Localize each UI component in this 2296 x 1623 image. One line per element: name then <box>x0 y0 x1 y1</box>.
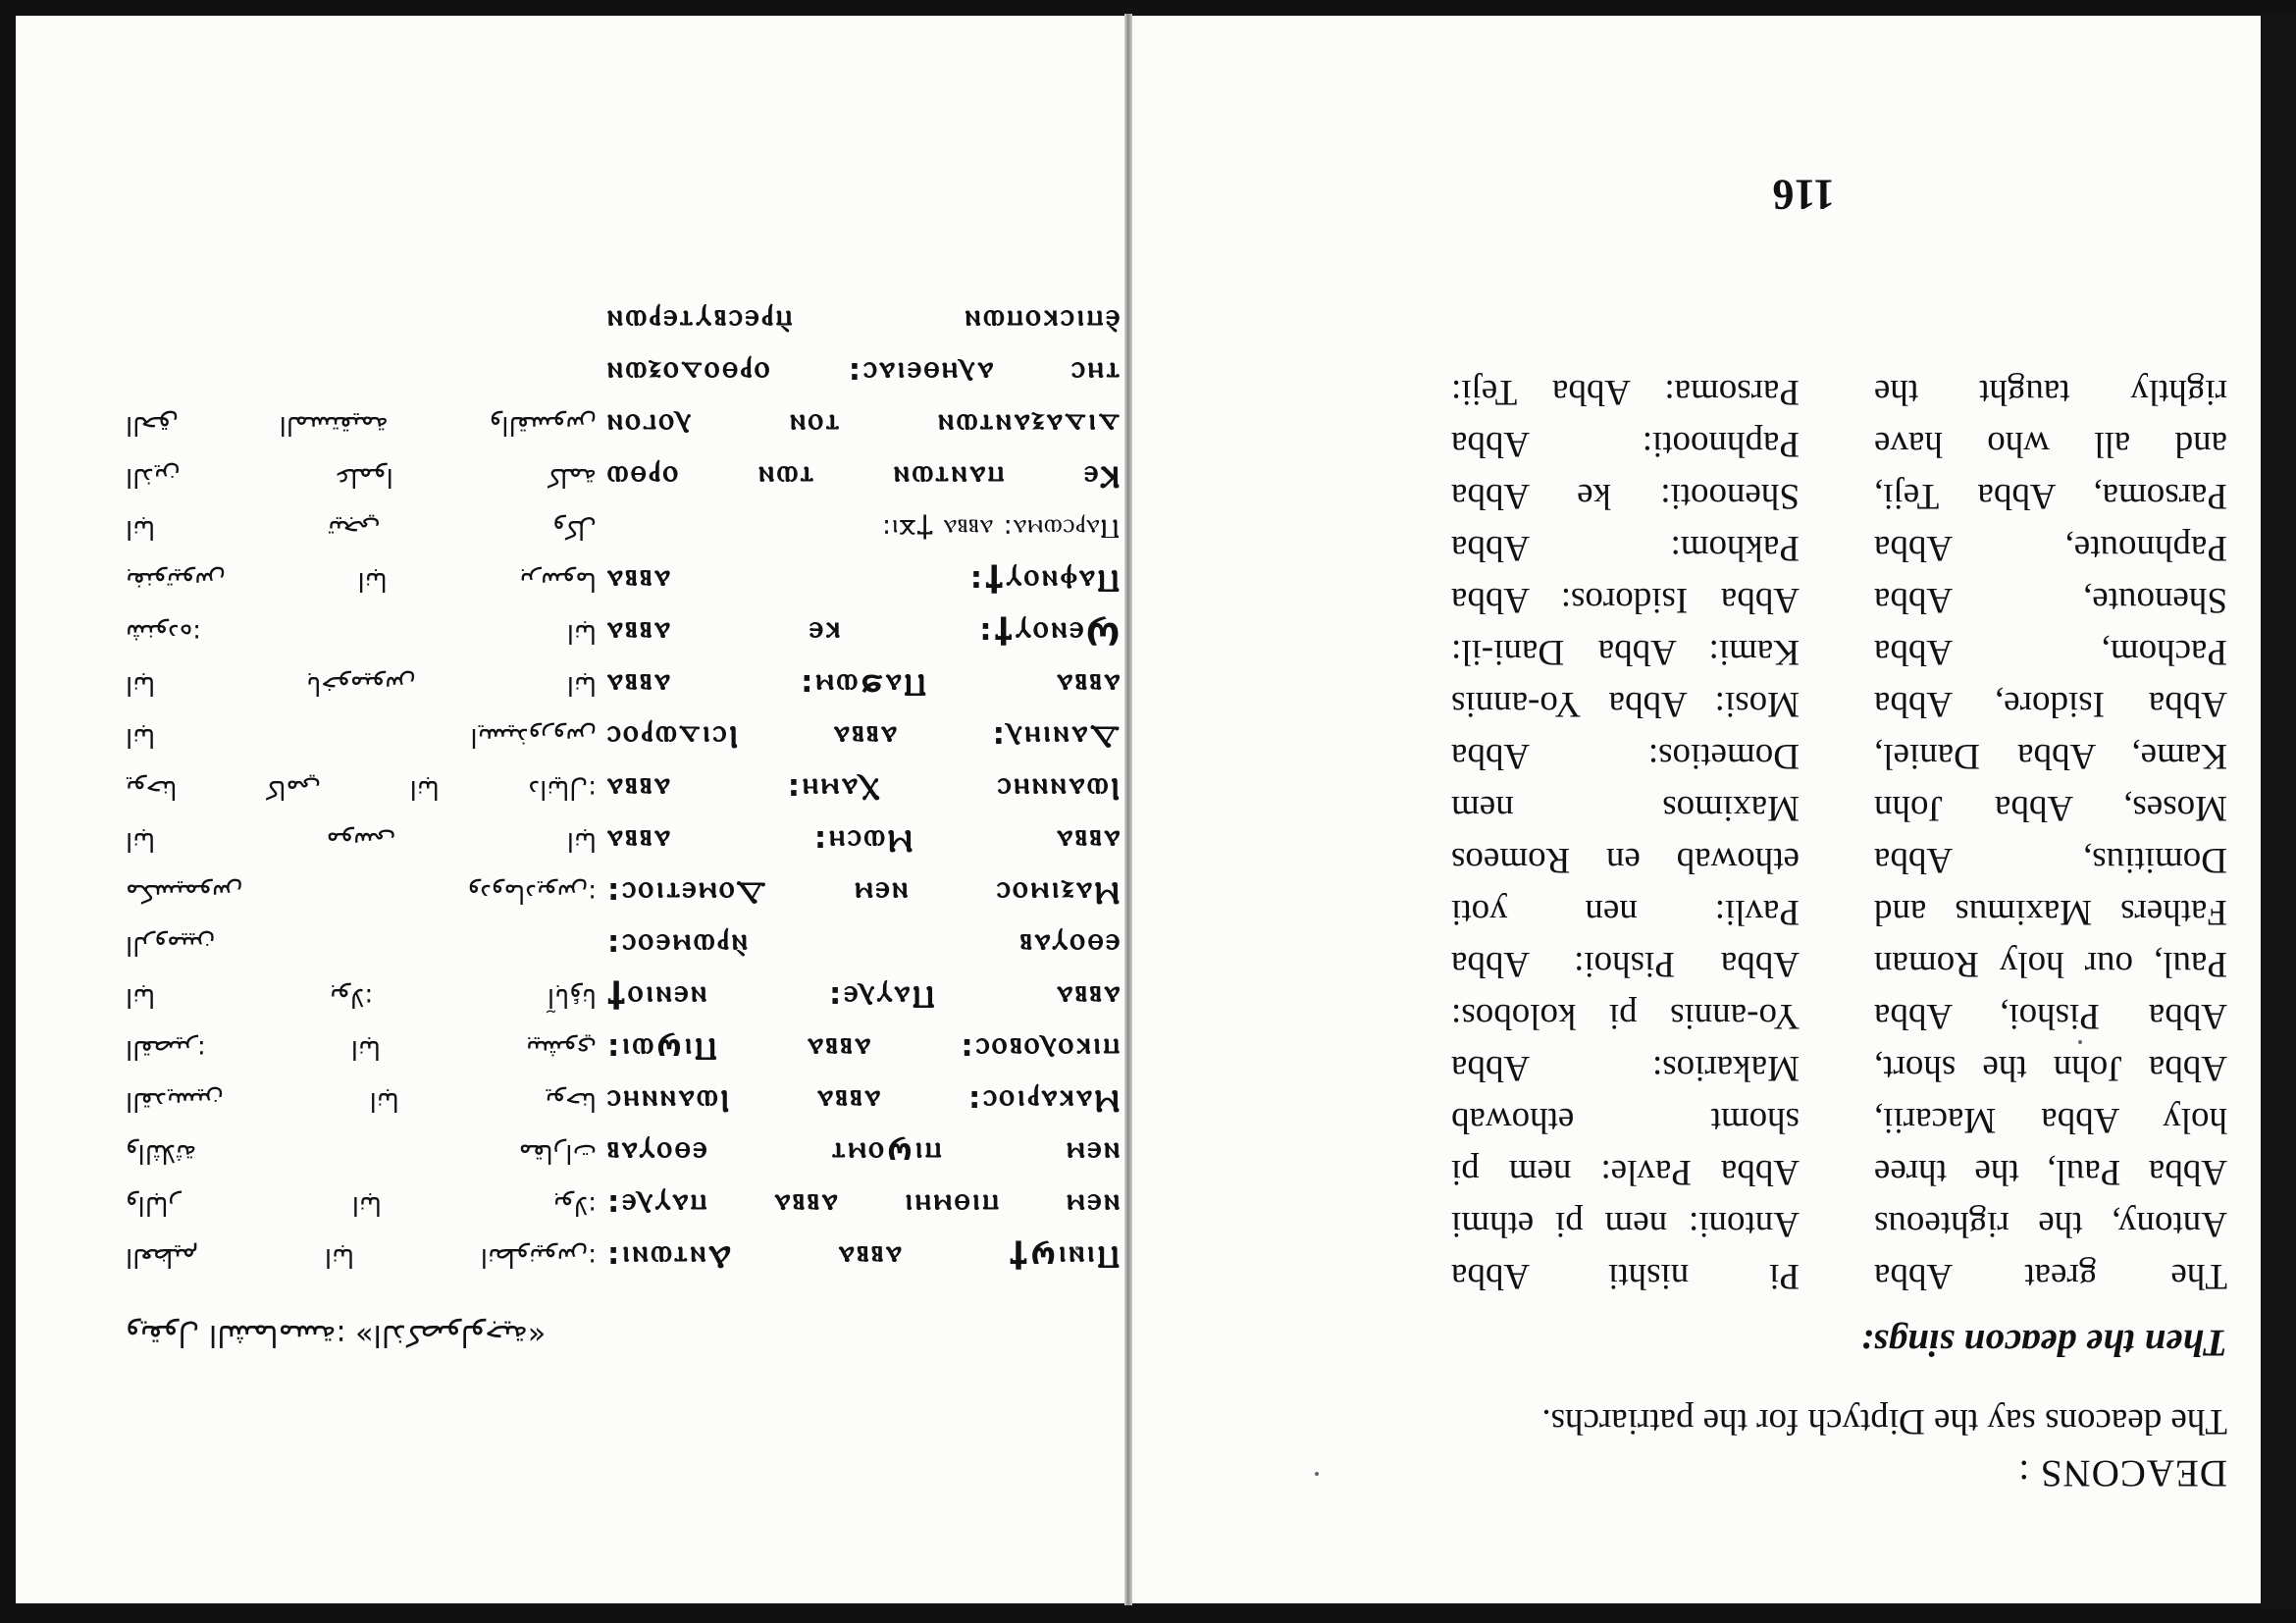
transliteration-line: Paphnooti: Abba <box>1451 424 1800 464</box>
coptic-line: Ⲓⲱⲁⲛⲛⲏⲥ Ⲭⲁⲙⲏ: ⲁⲃⲃⲁ <box>604 771 1120 807</box>
transliteration-line: Abba Isidoros: Abba <box>1451 580 1800 620</box>
arabic-heading: ويقول الشمامسة: «الذكصولوجية» <box>126 1318 547 1352</box>
english-line: Abba Pishoi, Abba <box>1874 996 2227 1036</box>
arabic-line: انبا باخوميوس انبا <box>126 670 597 700</box>
coptic-line: ⲁⲃⲃⲁ Ⲙⲱⲥⲏ: ⲁⲃⲃⲁ <box>604 823 1120 859</box>
arabic-line: انبا موسى انبا <box>126 826 597 856</box>
transliteration-line: shomt ethowab <box>1451 1100 1800 1140</box>
english-line: Fathers Maximus and <box>1874 892 2227 932</box>
transliteration-line: Yo-annis pi kolobos: <box>1451 996 1800 1036</box>
transliteration-line: Shenooti: ke Abba <box>1451 476 1800 516</box>
english-line: Abba John the short, <box>1874 1048 2227 1088</box>
coptic-line: Ⲙⲁⲝⲓⲙⲟⲥ ⲛⲉⲙ Ⲇⲟⲙⲉⲧⲓⲟⲥ: <box>604 875 1120 911</box>
english-line: The great Abba <box>1874 1256 2227 1296</box>
english-line: Kame, Abba Daniel, <box>1874 736 2227 776</box>
english-line: Moses, Abba John <box>1874 788 2227 828</box>
coptic-line: ⲧⲏⲥ ⲁⲗⲏⲑⲉⲓⲁⲥ: ⲟⲣⲑⲟⲇⲟⲝⲱⲛ <box>604 355 1120 391</box>
coptic-column <box>604 294 1120 1283</box>
english-line: Abba Paul, the three <box>1874 1152 2227 1192</box>
transliteration-line: Dometios: Abba <box>1451 736 1800 776</box>
coptic-line: ⲁⲃⲃⲁ Ⲡⲁⲩⲗⲉ: ⲛⲉⲛⲓⲟϯ <box>604 979 1120 1015</box>
coptic-line: ⲉⲑⲟⲩⲁⲃ ⲛ̀ⲣⲱⲙⲉⲟⲥ: <box>604 927 1120 963</box>
transliteration-line: Mosi: Abba Yo-annis <box>1451 684 1800 724</box>
coptic-line: Ⲡⲓⲛⲓϣϯ ⲁⲃⲃⲁ Ⲁⲛⲧⲱⲛⲓ: <box>604 1239 1120 1275</box>
transliteration-column <box>1451 366 1800 1302</box>
transliteration-line: Kami: Abba Dani-il: <box>1451 632 1800 672</box>
arabic-line: انبا تيجي وكل <box>126 514 597 544</box>
english-line: Paphnoute, Abba <box>1874 528 2227 568</box>
arabic-line: العظيم انبا انطونيوس: <box>126 1242 597 1272</box>
arabic-line: الروميين <box>126 930 216 960</box>
english-line: Shenoute, Abba <box>1874 580 2227 620</box>
transliteration-line: Parsoma: Abba Teji: <box>1451 372 1800 412</box>
transliteration-line: Makarios: Abba <box>1451 1048 1800 1088</box>
transliteration-line: ethowab en Romeos <box>1451 840 1800 880</box>
transliteration-line: Pavli: nen yoti <box>1451 892 1800 932</box>
english-line: and all who have <box>1874 424 2227 464</box>
arabic-line: انبا ايسيذوروس <box>126 722 597 752</box>
transliteration-line: Pakhom: Abba <box>1451 528 1800 568</box>
arabic-line: بفنوتيوس انبا برسوما <box>126 566 597 596</box>
coptic-line: ⲡⲓⲕⲟⲗⲟⲃⲟⲥ: ⲁⲃⲃⲁ Ⲡⲓϣⲱⲓ: <box>604 1031 1120 1067</box>
arabic-line: القصير: انبا بيشوي <box>126 1034 597 1064</box>
coptic-line: Ⲇⲁⲛⲓⲏⲗ: ⲁⲃⲃⲁ Ⲓⲥⲓⲇⲱⲣⲟⲥ <box>604 719 1120 755</box>
english-line: Parsoma, Abba Teji, <box>1874 476 2227 516</box>
coptic-line: Ϣⲉⲛⲟⲩϯ: ⲕⲉ ⲁⲃⲃⲁ <box>604 615 1120 651</box>
rubric-line: The deacons say the Diptych for the patriarchs. <box>1541 1401 2227 1441</box>
coptic-line: Ⲕⲉ ⲡⲁⲛⲧⲱⲛ ⲧⲱⲛ ⲟⲣⲑⲱ <box>604 459 1120 495</box>
english-column <box>1874 366 2227 1302</box>
coptic-line: Ⲡⲁⲫⲛⲟⲩϯ: ⲁⲃⲃⲁ <box>604 563 1120 599</box>
coptic-line: ⲛⲉⲙ ⲡⲓϣⲟⲙⲧ ⲉⲑⲟⲩⲁⲃ <box>604 1135 1120 1171</box>
coptic-line: ⲉ̀ⲡⲓⲥⲕⲟⲡⲱⲛ ⲡ̀ⲣⲉⲥⲃⲩⲧⲉⲣⲱⲛ <box>604 303 1120 339</box>
english-line: Pachom, Abba <box>1874 632 2227 672</box>
english-line: Antony, the righteous <box>1874 1204 2227 1244</box>
coptic-line: ⲛⲉⲙ ⲡⲓⲑⲙⲏⲓ ⲁⲃⲃⲁ ⲡⲁⲩⲗⲉ: <box>604 1187 1120 1223</box>
english-line: Domitius, Abba <box>1874 840 2227 880</box>
english-line: Paul, our holy Roman <box>1874 944 2227 984</box>
coptic-line: ⲇⲓⲇⲁⲝⲁⲛⲧⲱⲛ ⲧⲟⲛ ⲗⲟⲅⲟⲛ <box>604 407 1120 443</box>
arabic-line: شنوده: انبا <box>126 618 597 648</box>
coptic-line: Ⲡⲁⲣⲥⲱⲙⲁ: ⲁⲃⲃⲁ Ϯϫⲓ: <box>881 513 1120 544</box>
arabic-line: مكسيموس ودوماديوس: <box>126 878 597 908</box>
arabic-line: الحق المستقيمة والقسوس <box>126 410 597 440</box>
transliteration-line: Abba Pavle: nem pi <box>1451 1152 1800 1192</box>
arabic-column <box>126 398 597 1283</box>
english-line: rightly taught the <box>1874 372 2227 412</box>
arabic-line: انبا بولا: آباؤنا <box>126 982 597 1012</box>
arabic-line: القديسين انبا يوحنا <box>126 1086 597 1116</box>
page-number: 116 <box>1772 171 1835 219</box>
arabic-line: الذين علموا كلمة <box>126 462 597 492</box>
transliteration-line: Pi nishti Abba <box>1451 1256 1800 1296</box>
transliteration-line: Maximos nem <box>1451 788 1800 828</box>
coptic-line: Ⲙⲁⲕⲁⲣⲓⲟⲥ: ⲁⲃⲃⲁ Ⲓⲱⲁⲛⲛⲏⲥ <box>604 1083 1120 1119</box>
coptic-line: ⲁⲃⲃⲁ Ⲡⲁϧⲱⲙ: ⲁⲃⲃⲁ <box>604 667 1120 703</box>
arabic-line: والثلاثة مقارات <box>126 1138 597 1168</box>
english-line: Abba Isidore, Abba <box>1874 684 2227 724</box>
deacons-header: DEACONS : <box>2017 1452 2227 1494</box>
arabic-line: والبار انبا بولا: <box>126 1190 597 1220</box>
arabic-line: يوحنا كامي انبا دانيال: <box>126 774 597 804</box>
transliteration-line: Antoni: nem pi ethmi <box>1451 1204 1800 1244</box>
transliteration-line: Abba Pishoi: Abba <box>1451 944 1800 984</box>
english-line: holy Abba Macarii, <box>1874 1100 2227 1140</box>
deacon-sings-cue: Then the deacon sings: <box>1860 1322 2227 1364</box>
